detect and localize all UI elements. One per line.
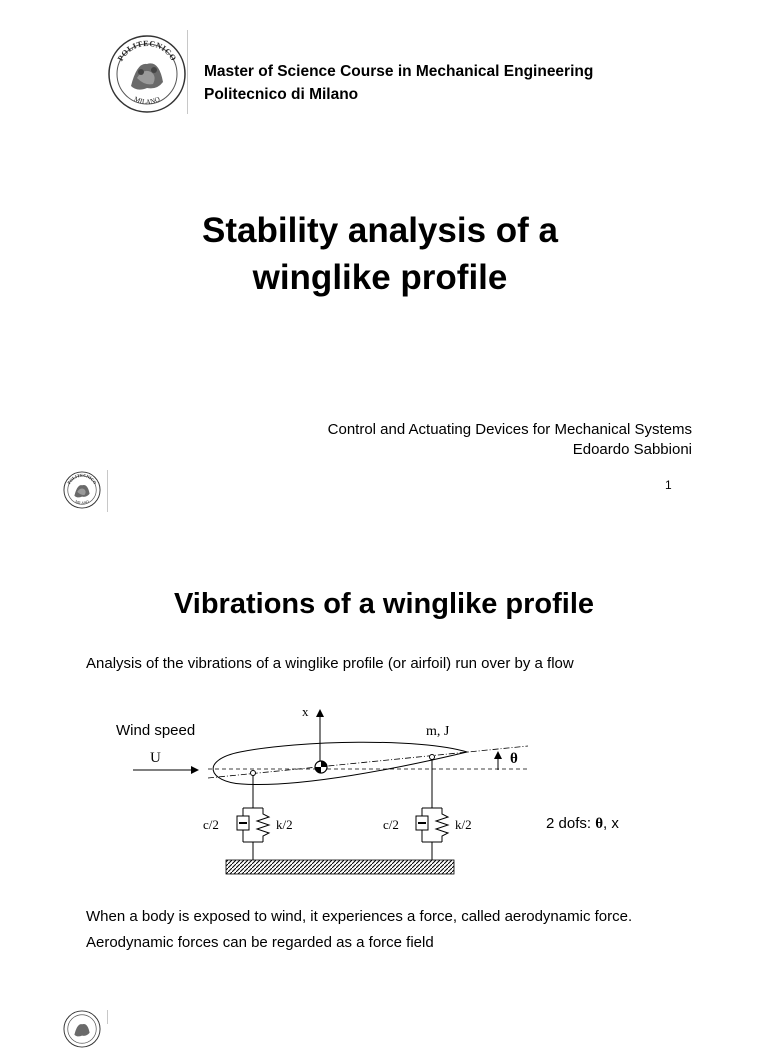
left-spring-damper (203, 776, 293, 860)
slide-1-title-line-2: winglike profile (252, 258, 508, 297)
politecnico-seal-logo-small (63, 471, 101, 509)
institution-name: Politecnico di Milano (204, 86, 359, 103)
intro-text: Analysis of the vibrations of a winglike profile (or airfoil) run over by a flow (86, 655, 574, 672)
politecnico-seal-logo-bottom (63, 1010, 101, 1048)
svg-text:MILANO: MILANO (74, 499, 90, 506)
x-axis-label: x (302, 704, 309, 719)
course-program-title: Master of Science Course in Mechanical Engineering (204, 63, 594, 80)
svg-text:c/2: c/2 (203, 817, 219, 832)
wind-u-label: U (150, 750, 161, 766)
mass-inertia-label: m, J (426, 724, 450, 739)
svg-text:k/2: k/2 (276, 817, 293, 832)
header-divider (187, 30, 188, 114)
svg-text:k/2: k/2 (455, 817, 472, 832)
paragraph-line-2: Aerodynamic forces can be regarded as a force field (86, 934, 434, 951)
footer-divider-2 (107, 1010, 108, 1024)
airfoil-profile (213, 742, 467, 784)
dofs-label: 2 dofs: θ, x (546, 815, 619, 832)
politecnico-seal-logo (107, 34, 187, 114)
slide-1-title-line-1: Stability analysis of a (202, 211, 558, 250)
wind-speed-label: Wind speed (116, 722, 196, 739)
footer-divider (107, 470, 108, 512)
theta-label: θ (510, 751, 518, 767)
airfoil-diagram (0, 690, 768, 890)
paragraph-line-1: When a body is exposed to wind, it experiences a force, called aerodynamic force. (86, 908, 633, 925)
author-name: Edoardo Sabbioni (572, 441, 692, 458)
course-name: Control and Actuating Devices for Mechanical Systems (327, 421, 692, 438)
svg-text:MILANO: MILANO (132, 94, 162, 107)
right-spring-damper (383, 760, 472, 860)
svg-text:c/2: c/2 (383, 817, 399, 832)
slide-2-title: Vibrations of a winglike profile (173, 588, 595, 620)
svg-text:POLITECNICO: POLITECNICO (115, 38, 179, 63)
chord-line (208, 746, 528, 778)
svg-text:POLITECNICO: POLITECNICO (66, 472, 98, 486)
ground-hatch (226, 860, 454, 874)
page-number: 1 (665, 478, 672, 492)
